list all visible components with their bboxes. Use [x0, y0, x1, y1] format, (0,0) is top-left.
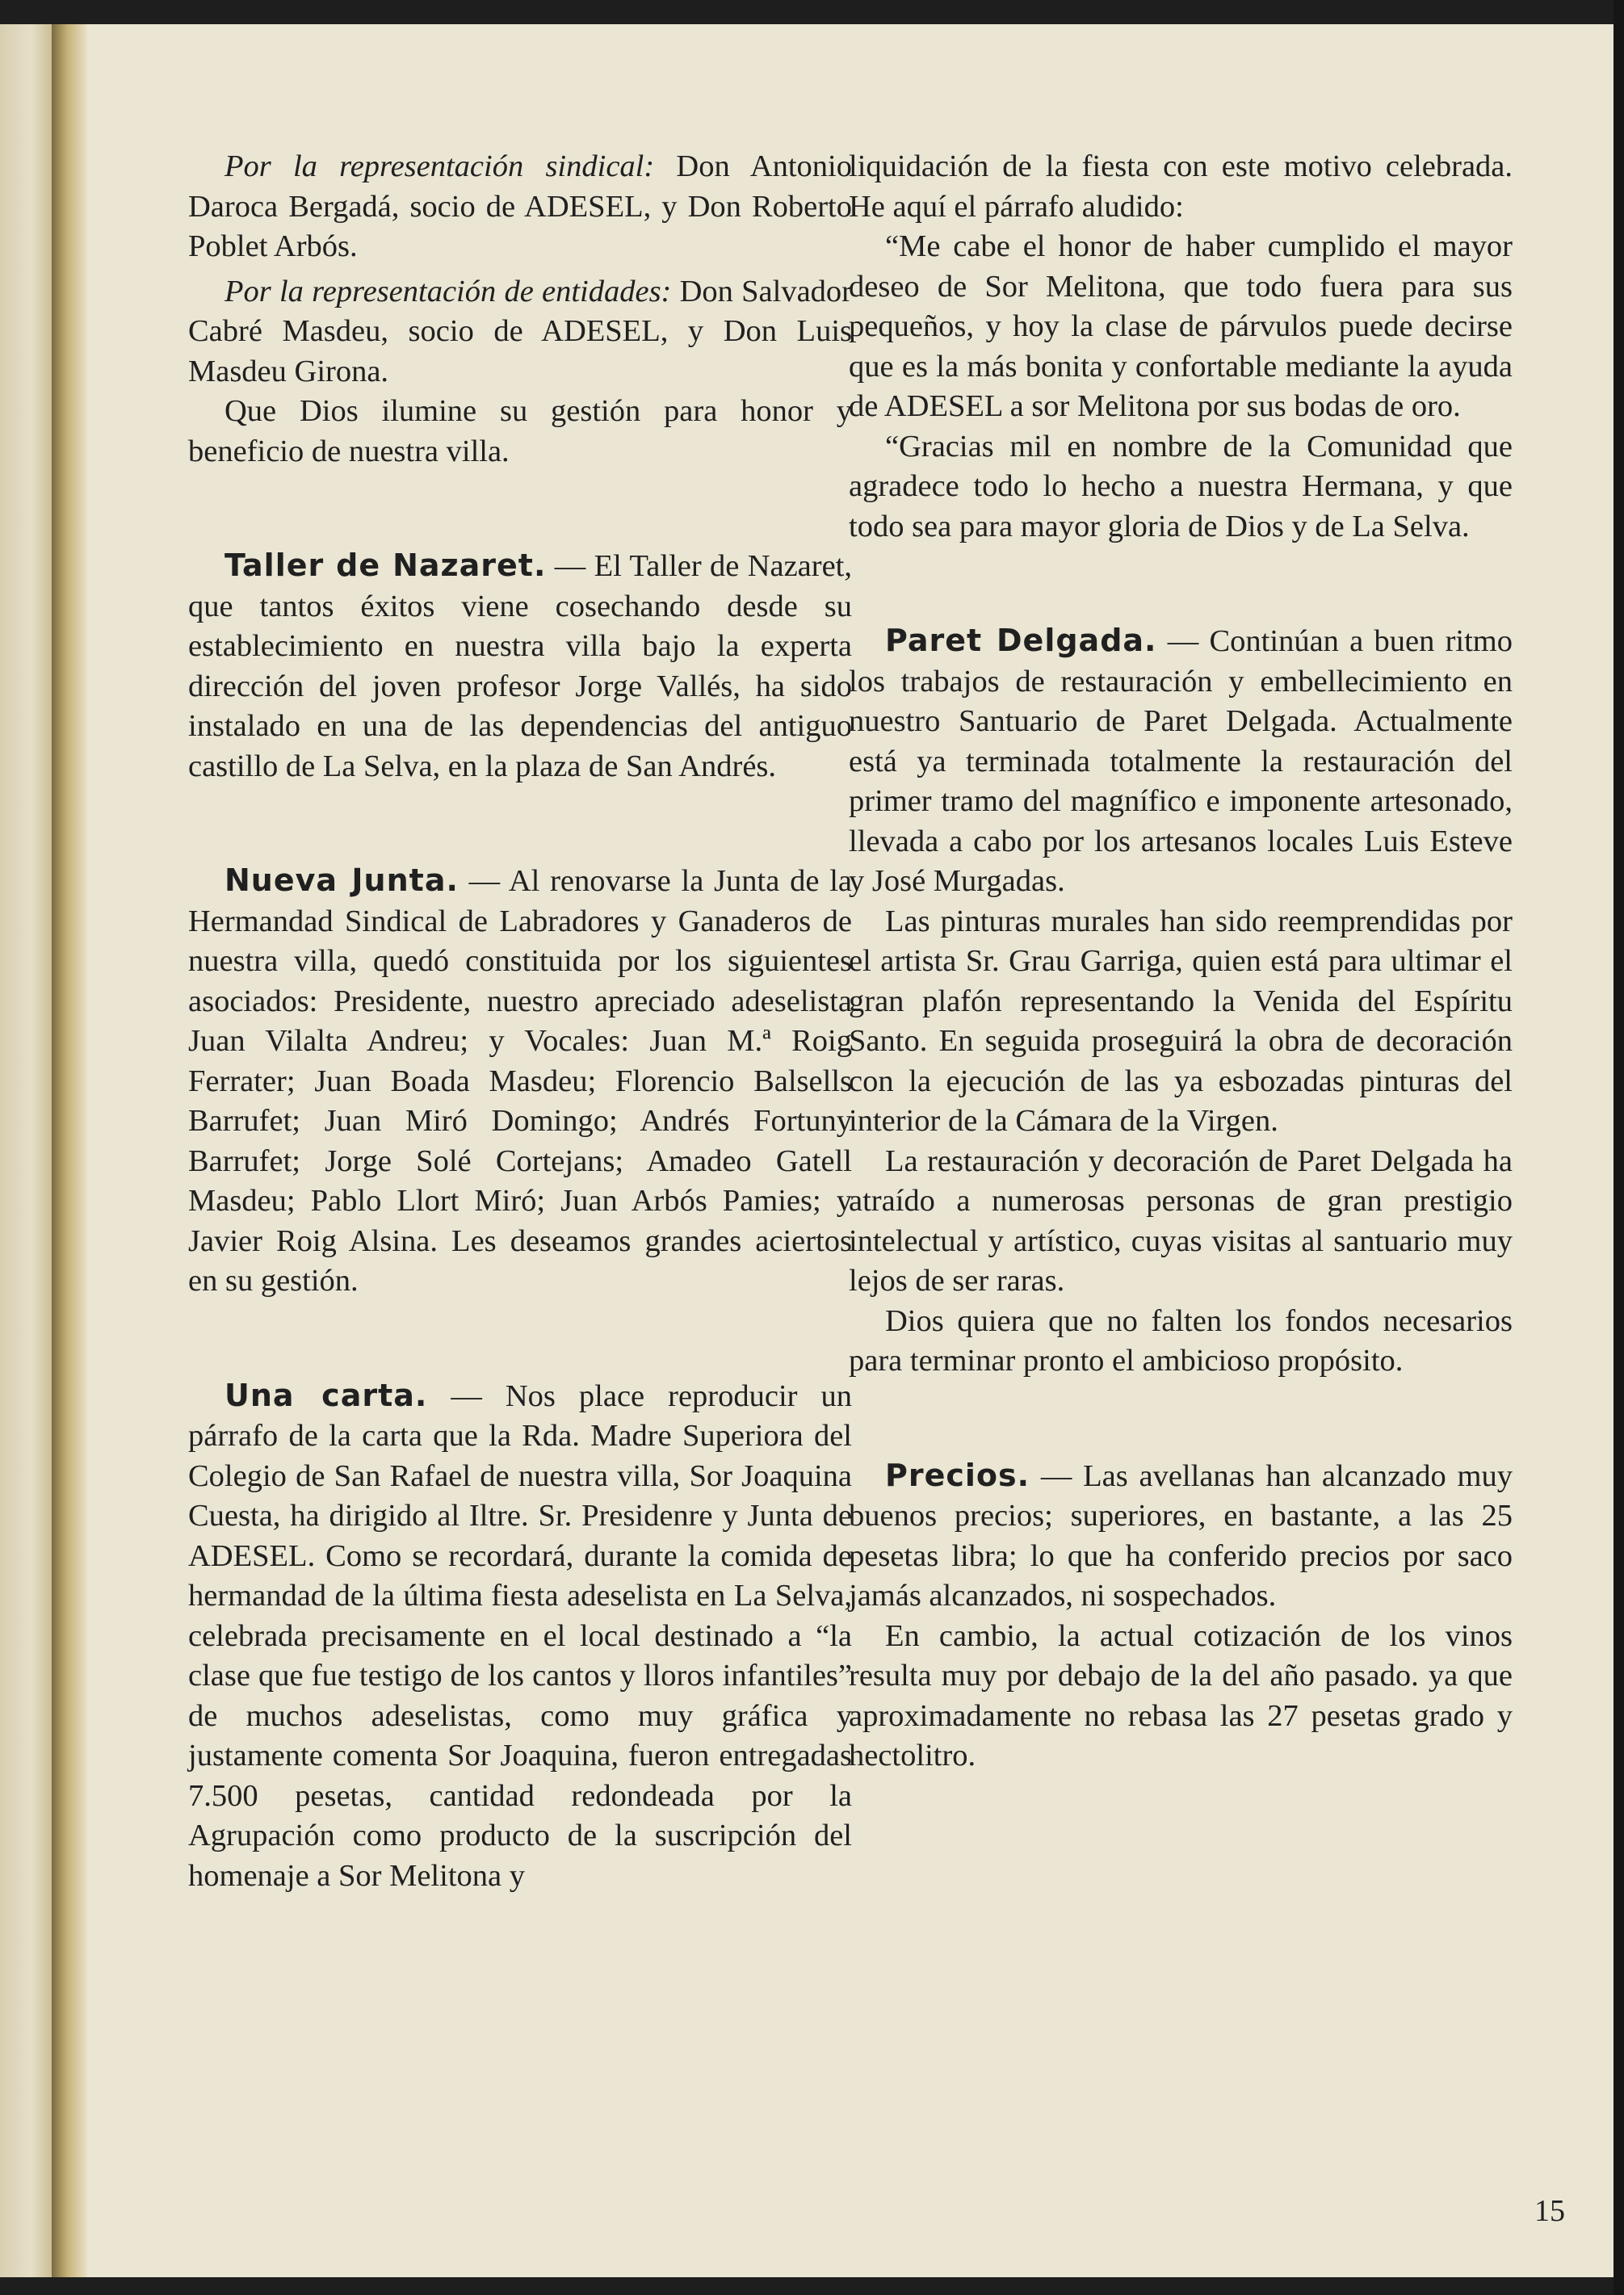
- section-paret-delgada: [849, 621, 1513, 902]
- paragraph-text: — El Taller de Nazaret, que tantos éxitos viene cosechando desde su establecimiento en nuestra villa bajo la experta dirección del joven profesor Jorge Vallés, ha sido instalado en una de las dependencias del antiguo castillo de La Selva, en la plaza de San Andrés.: [188, 549, 853, 783]
- section-heading: Taller de Nazaret.: [225, 548, 547, 583]
- book-gutter: [52, 24, 87, 2277]
- italic-lead: Por la representación sindical:: [225, 149, 655, 183]
- adjacent-page-edge: [0, 24, 52, 2277]
- paragraph-entidades: [188, 272, 852, 392]
- section-heading: Nueva Junta.: [225, 862, 459, 898]
- paragraph-text: — Continúan a buen ritmo los trabajos de restauración y embellecimiento en nuestro Santuario de Paret Delgada. Actualmente está ya terminada totalmente la restauración del primer tramo del magnífico e imponente artesonado, llevada a cabo por los artesanos locales Luis Esteve y José Murgadas.: [849, 624, 1513, 898]
- section-heading: Paret Delgada.: [885, 623, 1157, 658]
- quote-paragraph-1: “Me cabe el honor de haber cumplido el mayor deseo de Sor Melitona, que todo fuera para sus pequeños, y hoy la clase de párvulos puede decirse que es la más bonita y confortable mediante la ayuda de ADESEL a sor Melitona por sus bodas de oro.: [849, 229, 1513, 423]
- paragraph-dios-ilumine: Que Dios ilumine su gestión para honor y beneficio de nuestra villa.: [188, 394, 852, 468]
- quote-paragraph-2: “Gracias mil en nombre de la Comunidad que agradece todo lo hecho a nuestra Hermana, y que todo sea para mayor gloria de Dios y de La Selva.: [849, 429, 1513, 543]
- scan-border: [1614, 0, 1624, 2295]
- paragraph-text: — Al renovarse la Junta de la Hermandad Sindical de Labradores y Ganaderos de nuestra villa, quedó constituida por los siguientes asociados: Presidente, nuestro apreciado adeselista Juan Vilalta Andreu; y Vocales: Juan M.ª Roig Ferrater; Juan Boada Masdeu; Florencio Balsells Barrufet; Juan Miró Domingo; Andrés Fortuny Barrufet; Jorge Solé Cortejans; Amadeo Gatell Masdeu; Pablo Llort Miró; Juan Arbós Pamies; y Javier Roig Alsina. Les deseamos grandes aciertos en su gestión.: [188, 864, 852, 1298]
- paragraph-pinturas: Las pinturas murales han sido reemprendidas por el artista Sr. Grau Garriga, quien está para ultimar el gran plafón representando la Venida del Espíritu Santo. En seguida proseguirá la obra de decoración con la ejecución de las ya esbozadas pinturas del interior de la Cámara de la Virgen.: [849, 904, 1513, 1138]
- section-heading: Una carta.: [225, 1377, 428, 1413]
- section-una-carta: [188, 1376, 852, 1897]
- paragraph-text: Don Salvador Cabré Masdeu, socio de ADESEL, y Don Luis Masdeu Girona.: [188, 274, 852, 388]
- paragraph-vinos: En cambio, la actual cotización de los vinos resulta muy por debajo de la del año pasado. ya que aproximadamente no rebasa las 27 pesetas grado y hectolitro.: [849, 1618, 1513, 1773]
- page-number: 15: [1534, 2194, 1565, 2228]
- section-precios: [849, 1456, 1513, 1617]
- paragraph-carta-continuation: liquidación de la fiesta con este motivo celebrada. He aquí el párrafo aludido:: [849, 149, 1513, 224]
- paragraph-restauracion: La restauración y decoración de Paret Delgada ha atraído a numerosas personas de gran prestigio intelectual y artístico, cuyas visitas al santuario muy lejos de ser raras.: [849, 1143, 1513, 1298]
- italic-lead: Por la representación de entidades:: [225, 274, 672, 308]
- right-column: [849, 147, 1513, 1777]
- section-nueva-junta: [188, 861, 852, 1302]
- section-taller-nazaret: [188, 546, 852, 787]
- paragraph-sindical: [188, 147, 852, 267]
- document-page: [87, 24, 1614, 2277]
- left-column: [188, 147, 852, 1896]
- paragraph-dios-quiera: Dios quiera que no falten los fondos necesarios para terminar pronto el ambicioso propósito.: [849, 1303, 1513, 1378]
- paragraph-text: Don Antonio Daroca Bergadá, socio de ADESEL, y Don Roberto Poblet Arbós.: [188, 149, 852, 263]
- paragraph-text: — Nos place reproducir un párrafo de la carta que la Rda. Madre Superiora del Colegio de San Rafael de nuestra villa, Sor Joaquina Cuesta, ha dirigido al Iltre. Sr. Presidenre y Junta de ADESEL. Como se recordará, durante la comida de hermandad de la última fiesta adeselista en La Selva, celebrada precisamente en el local destinado a “la clase que fue testigo de los cantos y lloros infantiles” de muchos adeselistas, como muy gráfica y justamente comenta Sor Joaquina, fueron entregadas 7.500 pesetas, cantidad redondeada por la Agrupación como producto de la suscripción del homenaje a Sor Melitona y: [188, 1378, 852, 1893]
- paragraph-text: — Las avellanas han alcanzado muy buenos precios; superiores, en bastante, a las 25 pesetas libra; lo que ha conferido precios por saco jamás alcanzados, ni sospechados.: [849, 1458, 1513, 1613]
- section-heading: Precios.: [885, 1457, 1030, 1493]
